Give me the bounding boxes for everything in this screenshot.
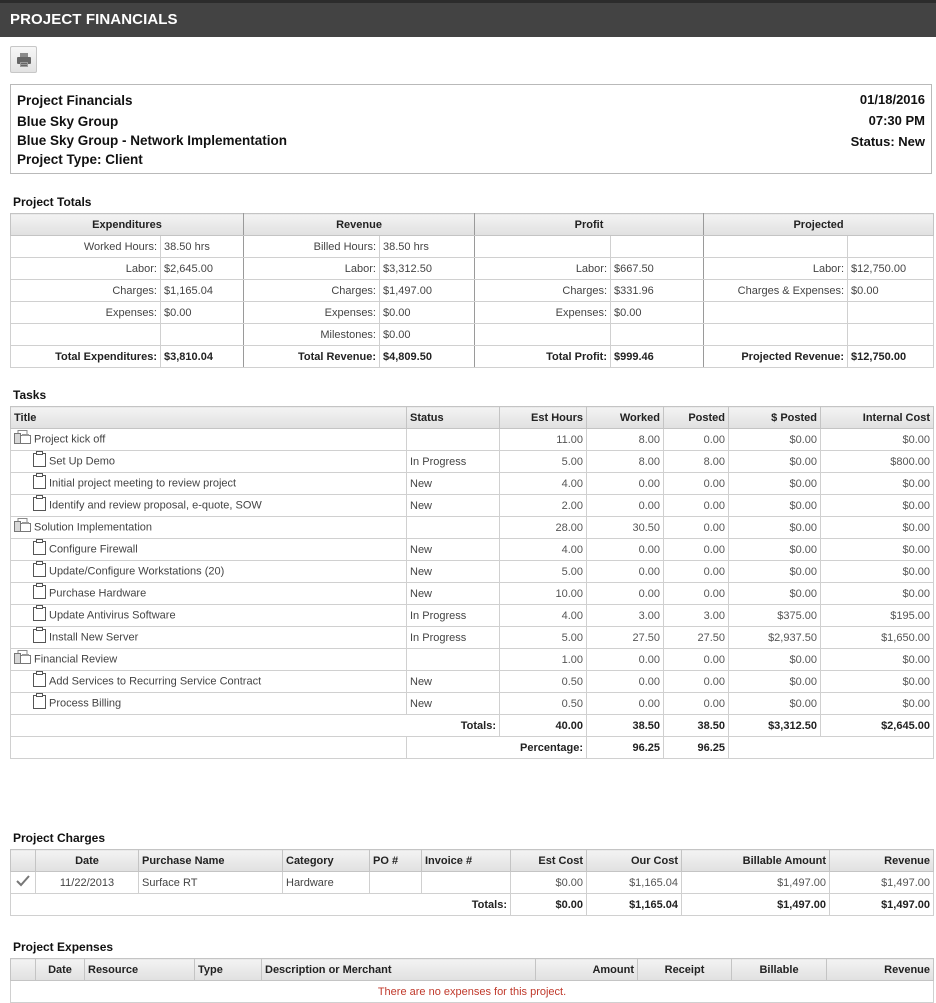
task-posted: 27.50 [664,627,729,649]
task-est: 4.00 [500,539,587,561]
task-title-cell [11,451,407,473]
task-cost: $0.00 [821,671,934,693]
task-est: 5.00 [500,561,587,583]
task-est: 1.00 [500,649,587,671]
totals-footer-value: $3,810.04 [161,346,244,368]
task-est: 10.00 [500,583,587,605]
tasks-col-dollar-posted[interactable]: $ Posted [729,407,821,429]
expenses-col-description[interactable]: Description or Merchant [262,959,536,981]
task-row[interactable] [11,671,934,693]
task-row[interactable] [11,605,934,627]
task-est: 0.50 [500,693,587,715]
task-dposted: $0.00 [729,583,821,605]
totals-value: $0.00 [380,302,475,324]
totals-label: Charges: [11,280,161,302]
charges-col-revenue[interactable]: Revenue [830,850,934,872]
task-row[interactable] [11,627,934,649]
task-est: 4.00 [500,605,587,627]
folder-stack-icon [14,650,31,667]
task-cost: $0.00 [821,649,934,671]
task-posted: 0.00 [664,693,729,715]
totals-label: Charges: [475,280,611,302]
task-worked: 27.50 [587,627,664,649]
charges-total-billable: $1,497.00 [682,894,830,916]
task-cost: $0.00 [821,495,934,517]
task-worked: 0.00 [587,649,664,671]
charges-col-date[interactable]: Date [36,850,139,872]
task-est: 4.00 [500,473,587,495]
task-est: 0.50 [500,671,587,693]
task-status: New [407,671,500,693]
task-posted: 8.00 [664,451,729,473]
task-cost: $0.00 [821,517,934,539]
task-title-cell [11,429,407,451]
charges-col-po[interactable]: PO # [370,850,422,872]
totals-value: $2,645.00 [161,258,244,280]
totals-label: Labor: [704,258,848,280]
expenses-col-receipt[interactable]: Receipt [638,959,732,981]
totals-value [611,236,704,258]
task-dposted: $0.00 [729,539,821,561]
company-name: Blue Sky Group [17,114,119,129]
totals-footer-label: Total Expenditures: [11,346,161,368]
task-est: 5.00 [500,451,587,473]
task-worked: 0.00 [587,583,664,605]
task-title[interactable]: Process Billing [49,697,122,710]
totals-value: $1,497.00 [380,280,475,302]
charges-col-select[interactable] [11,850,36,872]
charges-table [10,849,934,916]
totals-footer-value: $4,809.50 [380,346,475,368]
totals-label: Charges: [244,280,380,302]
task-title-cell [11,517,407,539]
totals-value: $0.00 [611,302,704,324]
task-posted: 0.00 [664,671,729,693]
totals-label: Labor: [11,258,161,280]
task-row[interactable] [11,693,934,715]
phase-row[interactable] [11,517,934,539]
task-worked: 3.00 [587,605,664,627]
totals-label: Charges & Expenses: [704,280,848,302]
task-title[interactable]: Initial project meeting to review project [49,477,237,490]
task-cost: $1,650.00 [821,627,934,649]
task-status: New [407,539,500,561]
task-est: 2.00 [500,495,587,517]
task-est: 28.00 [500,517,587,539]
charges-total-revenue: $1,497.00 [830,894,934,916]
task-worked: 0.00 [587,671,664,693]
tasks-col-title[interactable]: Title [11,407,407,429]
task-title-cell [11,473,407,495]
clipboard-icon [33,583,46,602]
task-title[interactable]: Purchase Hardware [49,587,147,600]
clipboard-icon [33,539,46,558]
clipboard-icon [33,605,46,624]
task-cost: $0.00 [821,561,934,583]
totals-footer-label: Total Revenue: [244,346,380,368]
totals-section-title: Project Totals [13,195,92,209]
folder-stack-icon [14,430,31,447]
task-posted: 0.00 [664,473,729,495]
totals-row [11,324,934,346]
charges-totals-row [11,894,934,916]
charge-po [370,872,422,894]
charges-col-our-cost[interactable]: Our Cost [587,850,682,872]
task-worked: 8.00 [587,429,664,451]
project-header [10,84,932,174]
task-row[interactable] [11,451,934,473]
print-button[interactable] [10,46,37,73]
totals-footer-label: Total Profit: [475,346,611,368]
project-status: Status: New [850,134,925,149]
task-dposted: $0.00 [729,649,821,671]
task-title[interactable]: Identify and review proposal, e-quote, SOW [49,499,262,512]
totals-label [475,236,611,258]
task-title-cell [11,627,407,649]
totals-header-profit: Profit [475,214,704,236]
clipboard-icon [33,561,46,580]
task-posted: 0.00 [664,495,729,517]
tasks-percentage-worked: 96.25 [587,737,664,759]
task-title-cell [11,671,407,693]
totals-label: Labor: [244,258,380,280]
totals-value: $331.96 [611,280,704,302]
task-title[interactable]: Configure Firewall [49,543,138,556]
totals-value: $0.00 [380,324,475,346]
charge-our: $1,165.04 [587,872,682,894]
charge-billable: $1,497.00 [682,872,830,894]
totals-value: $3,312.50 [380,258,475,280]
task-title[interactable]: Financial Review [34,653,118,666]
task-status: New [407,473,500,495]
totals-value: 38.50 hrs [161,236,244,258]
totals-header-expenditures: Expenditures [11,214,244,236]
task-cost: $0.00 [821,473,934,495]
report-time: 07:30 PM [868,113,925,128]
tasks-section-title: Tasks [13,388,47,402]
task-est: 5.00 [500,627,587,649]
task-worked: 0.00 [587,693,664,715]
task-title-cell [11,495,407,517]
task-posted: 0.00 [664,583,729,605]
tasks-percentage-posted: 96.25 [664,737,729,759]
task-cost: $0.00 [821,693,934,715]
clipboard-icon [33,693,46,712]
task-title-cell [11,583,407,605]
task-dposted: $0.00 [729,671,821,693]
tasks-col-posted[interactable]: Posted [664,407,729,429]
totals-table [10,213,934,368]
totals-row [11,236,934,258]
totals-value [161,324,244,346]
task-row[interactable] [11,495,934,517]
charges-col-est-cost[interactable]: Est Cost [511,850,587,872]
task-posted: 0.00 [664,539,729,561]
totals-value: $667.50 [611,258,704,280]
clipboard-icon [33,473,46,492]
expenses-section-title: Project Expenses [13,940,114,954]
totals-label [11,324,161,346]
totals-row [11,280,934,302]
task-status [407,517,500,539]
task-row[interactable] [11,561,934,583]
task-status [407,649,500,671]
tasks-percentage-label: Percentage: [407,737,587,759]
task-worked: 0.00 [587,495,664,517]
task-worked: 30.50 [587,517,664,539]
report-date: 01/18/2016 [859,92,925,107]
task-posted: 0.00 [664,649,729,671]
charges-total-our: $1,165.04 [587,894,682,916]
task-dposted: $2,937.50 [729,627,821,649]
task-title[interactable]: Add Services to Recurring Service Contract [49,675,262,688]
clipboard-icon [33,671,46,690]
charge-check-cell[interactable] [11,872,36,894]
task-row[interactable] [11,539,934,561]
tasks-total-worked: 38.50 [587,715,664,737]
task-status: In Progress [407,605,500,627]
tasks-table [10,406,934,759]
tasks-total-dposted: $3,312.50 [729,715,821,737]
charge-est: $0.00 [511,872,587,894]
totals-value: $0.00 [161,302,244,324]
task-title-cell [11,561,407,583]
totals-footer-label: Projected Revenue: [704,346,848,368]
totals-value: $0.00 [848,280,934,302]
task-title-cell [11,605,407,627]
totals-footer-value: $12,750.00 [848,346,934,368]
totals-label: Expenses: [244,302,380,324]
title-bar [0,0,936,37]
charge-revenue: $1,497.00 [830,872,934,894]
tasks-col-worked[interactable]: Worked [587,407,664,429]
charges-col-purchase-name[interactable]: Purchase Name [139,850,283,872]
tasks-total-posted: 38.50 [664,715,729,737]
task-worked: 8.00 [587,451,664,473]
task-title[interactable]: Set Up Demo [49,455,116,468]
spacer-cell [11,737,407,759]
expenses-table [10,958,934,1003]
task-dposted: $0.00 [729,693,821,715]
task-posted: 3.00 [664,605,729,627]
task-est: 11.00 [500,429,587,451]
totals-value [848,324,934,346]
expenses-col-billable[interactable]: Billable [732,959,827,981]
totals-label [704,302,848,324]
totals-row [11,302,934,324]
totals-value [848,236,934,258]
task-title[interactable]: Update Antivirus Software [49,609,176,622]
expenses-empty-message: There are no expenses for this project. [11,981,934,1003]
task-title[interactable]: Project kick off [34,433,106,446]
task-dposted: $375.00 [729,605,821,627]
task-worked: 0.00 [587,539,664,561]
totals-label: Worked Hours: [11,236,161,258]
task-worked: 0.00 [587,473,664,495]
tasks-total-cost: $2,645.00 [821,715,934,737]
tasks-totals-label: Totals: [11,715,500,737]
expenses-col-revenue[interactable]: Revenue [827,959,934,981]
totals-label [475,324,611,346]
totals-value [611,324,704,346]
expenses-col-select[interactable] [11,959,36,981]
task-posted: 0.00 [664,429,729,451]
task-status: New [407,583,500,605]
task-status: New [407,693,500,715]
totals-row [11,258,934,280]
expenses-col-type[interactable]: Type [195,959,262,981]
task-title-cell [11,693,407,715]
folder-stack-icon [14,518,31,535]
totals-value: $1,165.04 [161,280,244,302]
task-dposted: $0.00 [729,561,821,583]
charge-category: Hardware [283,872,370,894]
totals-value: 38.50 hrs [380,236,475,258]
task-status: In Progress [407,627,500,649]
totals-value: $12,750.00 [848,258,934,280]
phase-row[interactable] [11,429,934,451]
clipboard-icon [33,495,46,514]
task-title-cell [11,649,407,671]
task-title-cell [11,539,407,561]
charge-row[interactable] [11,872,934,894]
task-cost: $800.00 [821,451,934,473]
printer-icon [16,52,32,68]
project-type: Project Type: Client [17,152,143,167]
totals-label: Milestones: [244,324,380,346]
task-status: New [407,495,500,517]
charges-col-invoice[interactable]: Invoice # [422,850,511,872]
charges-totals-label: Totals: [11,894,511,916]
task-dposted: $0.00 [729,473,821,495]
task-status: In Progress [407,451,500,473]
tasks-col-est-hours[interactable]: Est Hours [500,407,587,429]
task-row[interactable] [11,473,934,495]
charge-name: Surface RT [139,872,283,894]
task-dposted: $0.00 [729,451,821,473]
tasks-percentage-row [11,737,934,759]
totals-footer-value: $999.46 [611,346,704,368]
totals-label: Labor: [475,258,611,280]
totals-label [704,324,848,346]
task-title[interactable]: Install New Server [49,631,139,644]
project-name: Blue Sky Group - Network Implementation [17,133,288,148]
totals-label: Expenses: [475,302,611,324]
charges-section-title: Project Charges [13,831,106,845]
phase-row[interactable] [11,649,934,671]
page-title: PROJECT FINANCIALS [10,11,178,28]
charge-date: 11/22/2013 [36,872,139,894]
clipboard-icon [33,627,46,646]
totals-label: Billed Hours: [244,236,380,258]
clipboard-icon [33,451,46,470]
tasks-col-internal-cost[interactable]: Internal Cost [821,407,934,429]
task-cost: $0.00 [821,539,934,561]
header-title: Project Financials [17,93,133,108]
task-title[interactable]: Update/Configure Workstations (20) [49,565,225,578]
spacer-cell [729,737,934,759]
task-cost: $0.00 [821,583,934,605]
expenses-col-amount[interactable]: Amount [536,959,638,981]
task-title[interactable]: Solution Implementation [34,521,153,534]
totals-footer-row [11,346,934,368]
charge-invoice [422,872,511,894]
charges-total-est: $0.00 [511,894,587,916]
tasks-col-status[interactable]: Status [407,407,500,429]
expenses-col-date[interactable]: Date [36,959,85,981]
task-dposted: $0.00 [729,517,821,539]
task-status [407,429,500,451]
totals-value [848,302,934,324]
charges-col-billable-amount[interactable]: Billable Amount [682,850,830,872]
charges-col-category[interactable]: Category [283,850,370,872]
task-cost: $0.00 [821,429,934,451]
task-dposted: $0.00 [729,429,821,451]
tasks-total-est: 40.00 [500,715,587,737]
expenses-col-resource[interactable]: Resource [85,959,195,981]
task-dposted: $0.00 [729,495,821,517]
totals-header-revenue: Revenue [244,214,475,236]
task-worked: 0.00 [587,561,664,583]
totals-label: Expenses: [11,302,161,324]
checkmark-icon [16,878,30,890]
task-row[interactable] [11,583,934,605]
tasks-totals-row [11,715,934,737]
totals-label [704,236,848,258]
task-cost: $195.00 [821,605,934,627]
totals-header-projected: Projected [704,214,934,236]
task-posted: 0.00 [664,517,729,539]
task-status: New [407,561,500,583]
task-posted: 0.00 [664,561,729,583]
